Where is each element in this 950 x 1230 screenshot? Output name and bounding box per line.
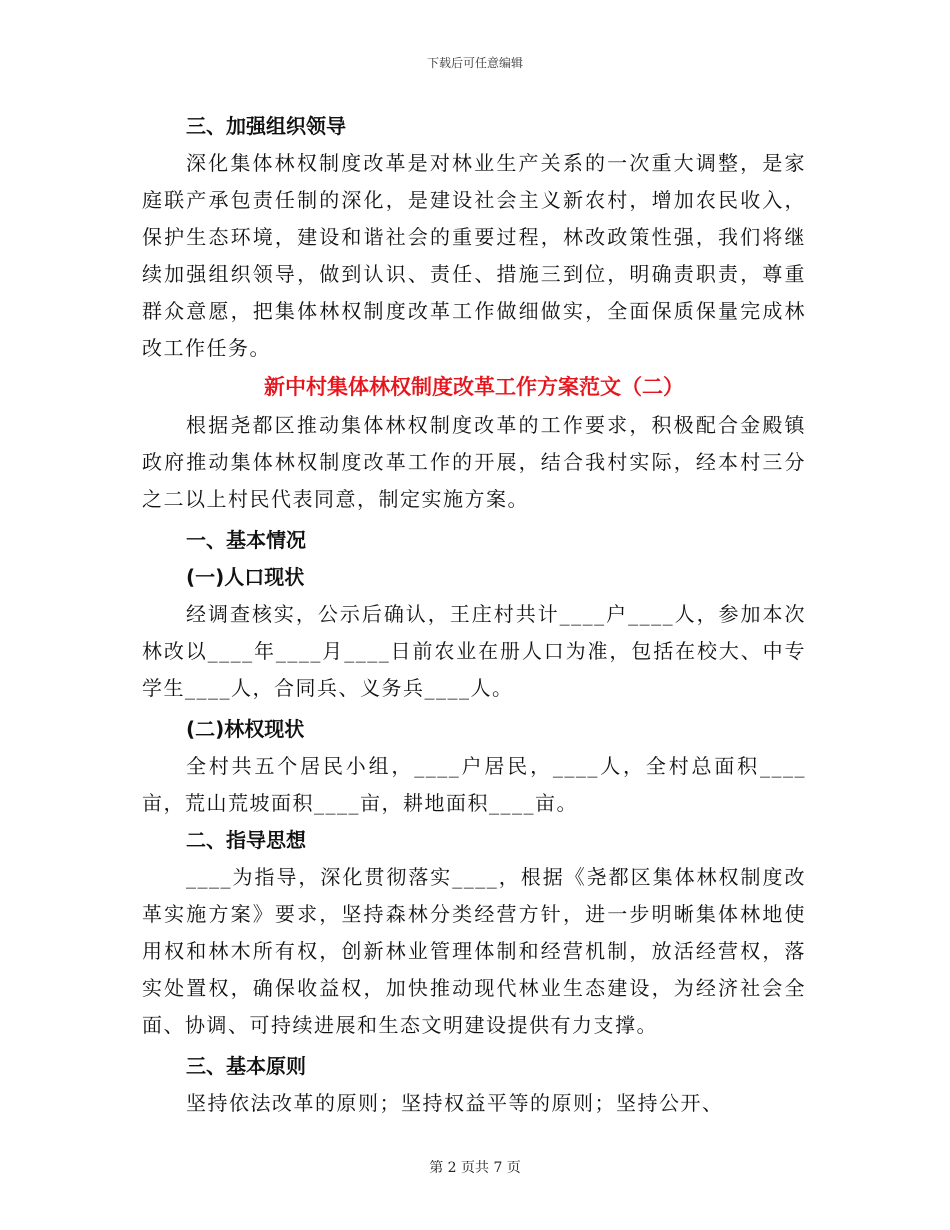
subsection-heading-forest-rights: (二)林权现状 xyxy=(186,717,305,741)
page-footer: 第 2 页共 7 页 xyxy=(429,1160,521,1176)
page-header: 下载后可任意编辑 xyxy=(426,56,523,70)
section-heading-basic-principles: 三、基本原则 xyxy=(186,1054,306,1078)
paragraph-population: 经调查核实，公示后确认，王庄村共计____户____人，参加本次林改以____年____月____日前农业在册人口为准，包括在校大、中专学生____人，合同兵、义务兵____人。 xyxy=(142,602,806,700)
document-body xyxy=(142,108,806,1122)
section-heading-basic-situation: 一、基本情况 xyxy=(186,528,306,552)
subsection-heading-population: (一)人口现状 xyxy=(186,565,305,589)
document-title: 新中村集体林权制度改革工作方案范文（二） xyxy=(264,375,684,399)
section-heading-strengthen-leadership: 三、加强组织领导 xyxy=(186,114,346,138)
section-heading-guiding-ideology: 二、指导思想 xyxy=(186,828,306,852)
paragraph-guiding-ideology: ____为指导，深化贯彻落实____，根据《尧都区集体林权制度改革实施方案》要求，坚持森林分类经营方针，进一步明晰集体林地使用权和林木所有权，创新林业管理体制和经营机制，放活经营权，落实处置权，确保收益权，加快推动现代林业生态建设，为经济社会全面、协调、可持续进展和生态文明建设提供有力支撑。 xyxy=(142,865,806,1037)
paragraph-basic-principles: 坚持依法改革的原则；坚持权益平等的原则；坚持公开、 xyxy=(186,1091,724,1115)
paragraph-intro: 根据尧都区推动集体林权制度改革的工作要求，积极配合金殿镇政府推动集体林权制度改革工作的开展，结合我村实际，经本村三分之二以上村民代表同意，制定实施方案。 xyxy=(142,413,806,511)
paragraph-strengthen-leadership: 深化集体林权制度改革是对林业生产关系的一次重大调整，是家庭联产承包责任制的深化，是建设社会主义新农村，增加农民收入，保护生态环境，建设和谐社会的重要过程，林改政策性强，我们将继续加强组织领导，做到认识、责任、措施三到位，明确责职责，尊重群众意愿，把集体林权制度改革工作做细做实，全面保质保量完成林改工作任务。 xyxy=(142,151,806,360)
paragraph-forest-rights: 全村共五个居民小组，____户居民，____人，全村总面积____亩，荒山荒坡面积____亩，耕地面积____亩。 xyxy=(142,754,806,815)
